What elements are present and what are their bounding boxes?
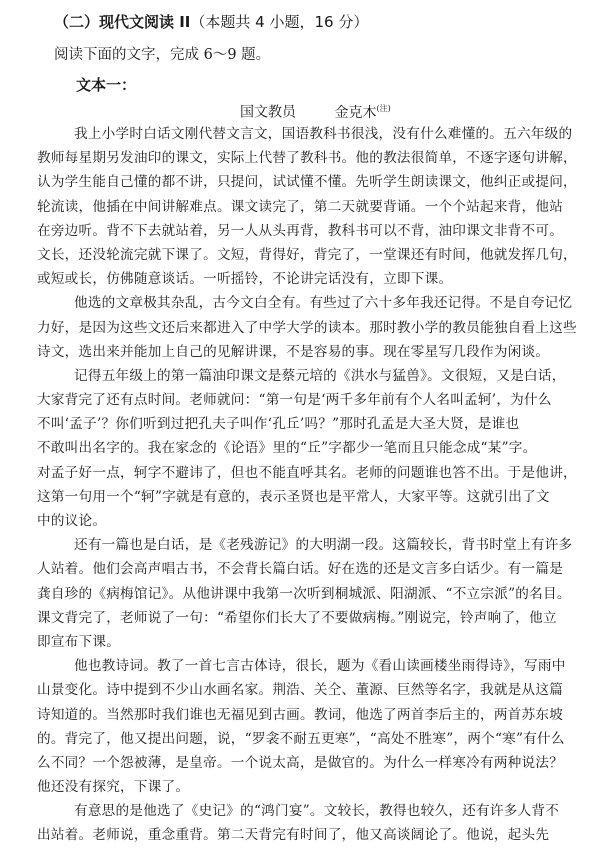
text-line: 么不同？一个怨被薄，是皇帝。一个说太高，是做官的。为什么一样寒冷有两种说法？ [37,754,564,771]
section-heading-title: （二）现代文阅读 II [54,13,191,31]
text-line: 他还没有探究，下课了。 [37,779,190,796]
text-line: 这第一句用一个“轲”字就是有意的，表示圣贤也是平常人，大家平等。这就引出了文 [37,488,550,505]
text-line: 有意思的是他选了《史记》的“鸿门宴”。文较长，教得也较久，还有许多人背不 [74,803,560,820]
text-line: 出站着。老师说，重念重背。第二天背完有时间了，他又高谈阔论了。他说，起头先 [37,827,550,844]
text-line: 诗文，选出来并能加上自己的见解讲课，不是容易的事。现在零星写几段作为闲谈。 [37,343,550,360]
text-line: 或短或长，仿佛随意谈话。一听摇铃，不论讲完话没有，立即下课。 [37,271,453,288]
section-heading [54,12,368,32]
text-line: 不敢叫出名字的。我在家念的《论语》里的“丘”字都少一笔而且只能念成“某”字。 [37,440,537,457]
text-line: 教师每星期另发油印的课文，实际上代替了教科书。他的教法很简单，不逐字逐句讲解， [37,150,577,167]
text-line: 记得五年级上的第一篇油印课文是蔡元培的《洪水与猛兽》。文很短，又是白话， [74,367,566,384]
text-line: 的。背完了，他又提出问题，说，“罗衾不耐五更寒”，“高处不胜寒”，两个“寒”有什么 [37,730,565,747]
article-title-row [240,99,391,123]
text-line: 认为学生能自己懂的都不讲，只提问，试试懂不懂。先听学生朗读课文，他纠正或提问， [37,174,577,191]
text-line: 诗知道的。当然那时我们谁也无福见到古画。教词，他选了两首李后主的，两首苏东坡 [37,706,564,723]
text-line: 中的议论。 [37,513,107,529]
text-line: 我上小学时白话文刚代替文言文，国语教科书很浅，没有什么难懂的。五六年级的 [74,126,573,142]
text-line: 人站着。他们会高声唱古书，不会背长篇白话。好在选的还是文言多白话少。有一篇是 [37,561,564,578]
author-footnote-mark: (注) [376,104,391,113]
text-line: 龚自珍的《病梅馆记》。从他讲课中我第一次听到桐城派、阳湖派、“不立宗派”的名目。 [37,585,571,602]
section-heading-note: （本题共 4 小题，16 分） [190,13,369,31]
text-line: 对孟子好一点，轲字不避讳了，但也不能直呼其名。老师的问题谁也答不出。于是他讲， [37,464,577,481]
text-line: 力好，是因为这些文还后来都进入了中学大学的读本。那时教小学的教员能独自看上这些 [37,319,577,336]
text-line: 他也教诗词。教了一首七言古体诗，很长，题为《看山读画楼坐雨得诗》，写雨中 [74,658,566,675]
text-line: 还有一篇也是白话，是《老残游记》的大明湖一段。这篇较长，背书时堂上有许多 [74,537,573,554]
text-line: 即宣布下课。 [37,633,121,650]
text-line: 不叫‘孟子’？你们听到过把孔夫子叫作‘孔丘’吗？”那时孔孟是大圣大贤，是谁也 [37,416,520,433]
text-one-label: 文本一： [76,76,137,94]
article-body [37,122,593,848]
text-line: 山景变化。诗中提到不少山水画名家。荆浩、关仝、董源、巨然等名字，我就是从这篇 [37,682,564,699]
text-line: 课文背完了，老师说了一句：“希望你们长大了不要做病梅。”刚说完，铃声响了，他立 [37,609,557,626]
text-line: 文长，还没轮流完就下课了。文短，背得好，背完了，一堂课还有时间，他就发挥几句， [37,246,577,263]
text-line: 大家背完了还有点时间。老师就问：“第一句是‘两千多年前有个人名叫孟轲’，为什么 [37,392,552,409]
article-title: 国文教员 [240,104,296,121]
text-line: 他选的文章极其杂乱，古今文白全有。有些过了六十多年我还记得。不是自夸记忆 [74,295,573,312]
reading-instruction: 阅读下面的文字，完成 6～9 题。 [54,47,271,63]
text-line: 轮流读，他插在中间讲解难点。课文读完了，第二天就要背诵。一个个站起来背，他站 [37,198,564,215]
text-line: 在旁边听。背不下去就站着，另一人从头再背，教科书可以不背，油印课文非背不可。 [37,222,564,239]
article-author: 金克木 [334,104,377,121]
